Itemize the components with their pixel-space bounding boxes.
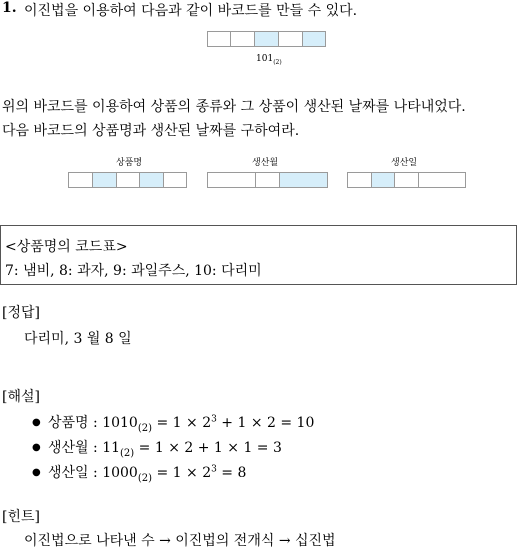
barcode-label-day: 생산일 [391,158,418,168]
barcode-day [347,172,465,188]
barcode-cell [230,31,255,47]
bullet-icon: ● [32,442,41,453]
problem-line2: 다음 바코드의 상품명과 생산된 날짜를 구하여라. [2,123,300,139]
barcode-cell [207,31,231,47]
code-table-box [0,225,517,285]
barcode-cell [254,31,279,47]
barcode-cell [278,31,303,47]
barcode-cell [371,172,395,188]
explanation-header: [해설] [2,389,40,405]
barcode-label-month: 생산월 [252,158,279,168]
barcode-cell [394,172,419,188]
example-caption: $101_{(2)}$ [256,54,282,66]
bullet-icon: ● [32,417,41,428]
explanation-item-product: 상품명 : $1010_{(2)} = 1 \times 2^3 + 1 \times 2 = 10$ [48,414,315,434]
hint-text: 이진법으로 나타낸 수 → 이진법의 전개식 → 십진법 [24,533,336,549]
code-table-title: <상품명의 코드표> [5,239,128,255]
barcode-cell [139,172,164,188]
code-table-body: 7: 냄비, 8: 과자, 9: 과일주스, 10: 다리미 [5,263,262,279]
barcode-cell [68,172,93,188]
hint-header: [힌트] [2,509,40,525]
barcode-cell [418,172,466,188]
example-barcode [207,31,325,47]
explanation-item-day: 생산일 : $1000_{(2)} = 1 \times 2^3 = 8$ [48,464,247,484]
barcode-cell [279,172,328,188]
barcode-cell [347,172,372,188]
barcode-cell [92,172,117,188]
problem-line1: 위의 바코드를 이용하여 상품의 종류와 그 상품이 생산된 날짜를 나타내었다. [2,99,466,115]
barcode-cell [207,172,256,188]
answer-header: [정답] [2,305,40,321]
barcode-cell [302,31,326,47]
barcode-product [68,172,186,188]
barcode-cell [163,172,187,188]
barcode-month [207,172,327,188]
explanation-item-month: 생산월 : $11_{(2)} = 1 \times 2 + 1 \times 1 = 3$ [48,440,282,459]
problem-number: 1. [2,0,17,16]
barcode-cell [255,172,280,188]
barcode-cell [116,172,140,188]
bullet-icon: ● [32,467,41,478]
problem-intro: 이진법을 이용하여 다음과 같이 바코드를 만들 수 있다. [24,3,358,19]
answer-text: 다리미, 3 월 8 일 [24,331,132,347]
barcode-label-product: 상품명 [116,158,143,168]
